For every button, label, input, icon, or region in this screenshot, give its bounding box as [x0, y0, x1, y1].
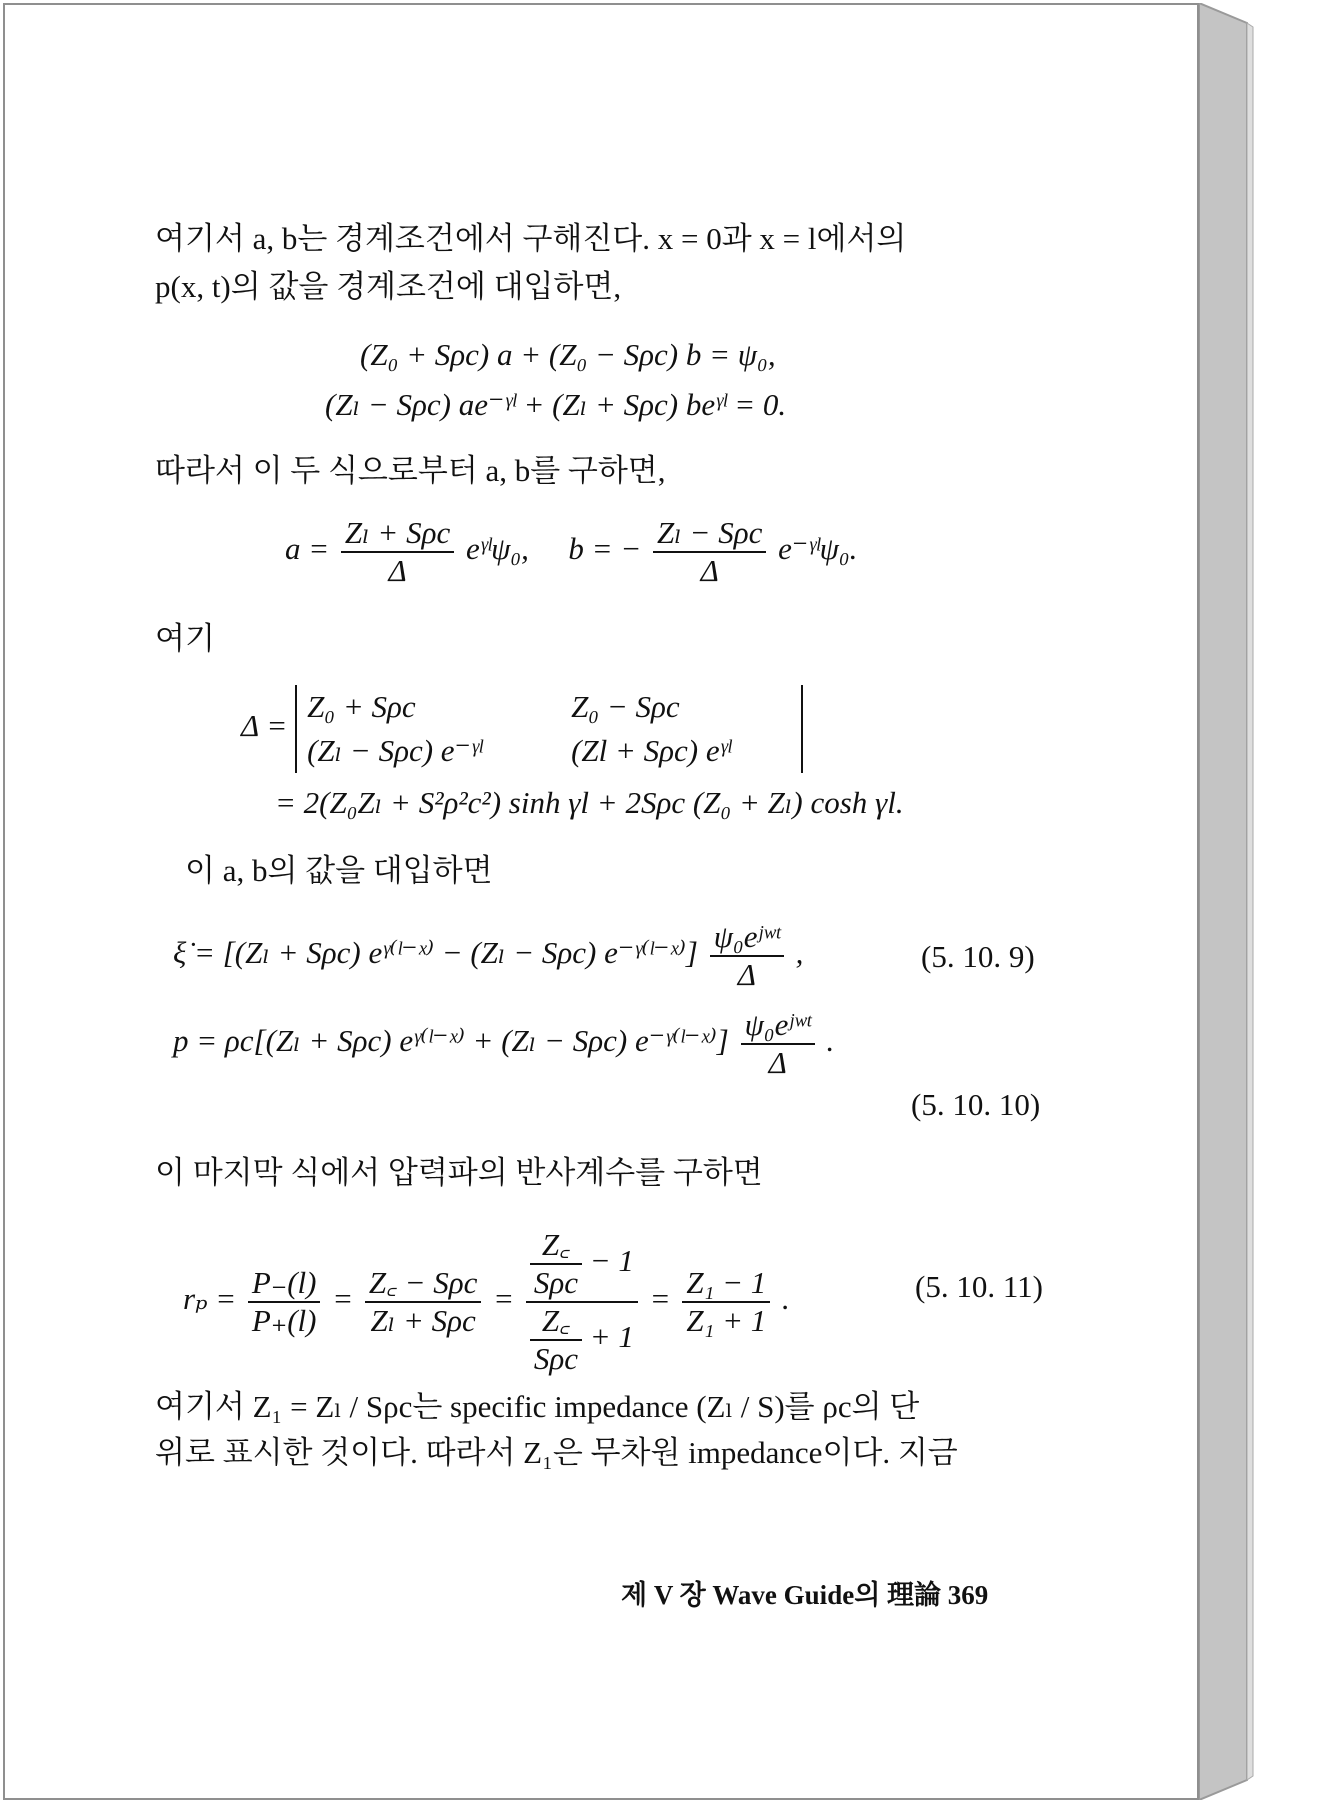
delta-determinant — [241, 685, 803, 773]
b-numerator: Zₗ − Sρc — [653, 515, 766, 553]
equation-number: (5. 10. 9) — [921, 939, 1035, 974]
p-fraction — [741, 1007, 815, 1081]
paragraph-line: 여기서 a, b는 경계조건에서 구해진다. x = 0과 x = l에서의 — [155, 221, 907, 256]
a-fraction — [341, 515, 454, 589]
paragraph-line: 여기서 Z₁ = Zₗ / Sρc는 specific impedance (Zₗ / S)를 ρc의 단 — [155, 1389, 920, 1424]
rp-lhs: rₚ = — [183, 1281, 237, 1317]
a-numerator: Zₗ + Sρc — [341, 515, 454, 553]
paragraph-line: 따라서 이 두 식으로부터 a, b를 구하면, — [155, 453, 666, 488]
p-tail: . — [826, 1023, 835, 1059]
boundary-equation-2: (Zₗ − Sρc) ae⁻ᵞˡ + (Zₗ + Sρc) beᵞˡ = 0. — [325, 387, 787, 422]
delta-expanded: = 2(Z₀Zₗ + S²ρ²c²) sinh γl + 2Sρc (Z₀ + Zₗ) cosh γl. — [275, 785, 904, 820]
boundary-equation-1: (Z₀ + Sρc) a + (Z₀ − Sρc) b = ψ₀, — [360, 337, 776, 372]
xi-denominator: Δ — [737, 957, 756, 992]
xi-lhs: ξ̇ = [(Zₗ + Sρc) eᵞ⁽ˡ⁻ˣ⁾ − (Zₗ − Sρc) e⁻ᵞ⁽ˡ⁻ˣ⁾] — [173, 935, 698, 971]
paragraph-line: 이 마지막 식에서 압력파의 반사계수를 구하면 — [155, 1155, 763, 1190]
book-page — [3, 3, 1199, 1800]
paragraph-line: p(x, t)의 값을 경계조건에 대입하면, — [155, 269, 622, 304]
rp-compound-fraction: $\frac{Z꜀}{\text{Sρc}}$ − 1 $\frac{Z꜀}{\text{Sρc}}$ + 1 — [526, 1227, 638, 1377]
delta-lhs: Δ = — [241, 708, 288, 744]
b-lhs: b = − — [568, 531, 642, 567]
xi-numerator: ψ₀eʲʷᵗ — [710, 919, 784, 957]
p-lhs: p = ρc[(Zₗ + Sρc) eᵞ⁽ˡ⁻ˣ⁾ + (Zₗ − Sρc) e⁻ᵞ⁽ˡ⁻ˣ⁾] — [173, 1023, 729, 1059]
b-tail: e⁻ᵞˡψ₀. — [778, 531, 858, 567]
xi-fraction — [710, 919, 784, 993]
b-fraction — [653, 515, 766, 589]
det-r2c2: (Zl + Sρc) eᵞˡ — [571, 733, 731, 768]
book-spine — [1199, 3, 1327, 1800]
a-denominator: Δ — [388, 553, 407, 588]
page-footer: 제 V 장 Wave Guide의 理論 369 — [621, 1580, 989, 1610]
b-denominator: Δ — [700, 553, 719, 588]
paragraph-line: 이 a, b의 값을 대입하면 — [185, 853, 493, 888]
equation-number: (5. 10. 10) — [911, 1087, 1041, 1122]
p-denominator: Δ — [768, 1045, 787, 1080]
xi-tail: , — [795, 935, 804, 971]
p-numerator: ψ₀eʲʷᵗ — [741, 1007, 815, 1045]
det-r2c1: (Zₗ − Sρc) e⁻ᵞˡ — [307, 733, 483, 768]
det-r1c1: Z₀ + Sρc — [307, 689, 416, 724]
rp-fraction-4: $\frac{\text{Z₁ − 1}}{\text{Z₁ + 1}}$ — [682, 1265, 770, 1339]
det-r1c2: Z₀ − Sρc — [571, 689, 680, 724]
paragraph-line: 여기 — [155, 621, 215, 656]
p-equation — [173, 1007, 834, 1081]
rp-fraction-2: $\frac{\text{Z꜀ − Sρc}}{\text{Zₗ + Sρc}}$ — [365, 1265, 482, 1339]
a-lhs: a = — [285, 531, 330, 567]
a-tail: eᵞˡψ₀, — [466, 531, 529, 567]
ab-solution-equation — [285, 515, 857, 589]
equation-number: (5. 10. 11) — [915, 1269, 1043, 1304]
reflection-coefficient-equation: rₚ = $\frac{P_-(l)}{P_+(l)}$ = $\frac{\text{Z꜀ − Sρc}}{\text{Zₗ + Sρc}}$ = $\frac{Z꜀}{\text{Sρc}}$ − 1 $\frac{Z꜀}{\text{Sρc}}$ + 1 = $\frac{\text{Z₁ − 1}}{\text{Z₁ + 1}}$ . — [183, 1227, 790, 1376]
paragraph-line: 위로 표시한 것이다. 따라서 Z₁은 무차원 impedance이다. 지금 — [155, 1435, 958, 1470]
xi-equation — [173, 919, 803, 993]
determinant-matrix — [295, 685, 803, 773]
rp-fraction-1: $\frac{P_-(l)}{P_+(l)}$ — [248, 1265, 321, 1339]
